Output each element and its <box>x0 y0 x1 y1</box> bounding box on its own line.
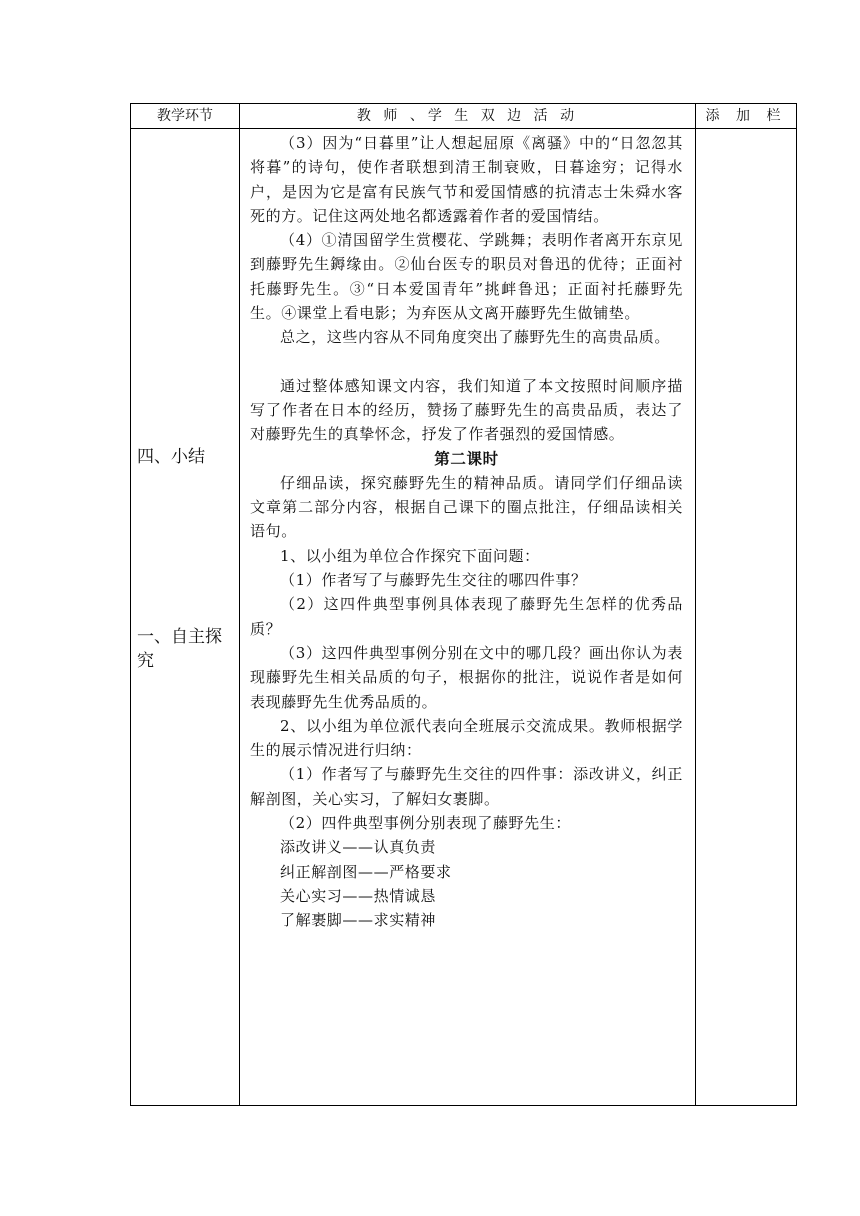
activity-cell <box>240 129 696 1106</box>
paragraph: 仔细品读，探究藤野先生的精神品质。请同学们仔细品读文章第二部分内容，根据自己课下的圈点批注，仔细品读相关语句。 <box>250 473 683 541</box>
paragraph: （4）①清国留学生赏樱花、学跳舞；表明作者离开东京见到藤野先生鎒缘由。②仙台医专的职员对鲁迅的优待；正面衬托藤野先生。③“日本爱国青年”挑衅鲁迅；正面衬托藤野先生。④课堂上看电影；为弃医从文离开藤野先生做铺垫。 <box>250 231 683 323</box>
paragraph: 总之，这些内容从不同角度突出了藤野先生的高贵品质。 <box>280 328 671 347</box>
paragraph: （3）这四件典型事例分别在文中的哪几段？画出你认为表现藤野先生相关品质的句子，根据你的批注，说说作者是如何表现藤野先生优秀品质的。 <box>250 643 683 711</box>
content-row <box>131 129 797 1106</box>
paragraph: 通过整体感知课文内容，我们知道了本文按照时间顺序描写了作者在日本的经历，赞扬了藤野先生的高贵品质，表达了对藤野先生的真挚怀念，抒发了作者强烈的爱国情感。 <box>250 376 683 444</box>
list-item: 关心实习——热情诚恳 <box>280 886 437 905</box>
stage-summary: 四、小结 <box>137 447 205 467</box>
lesson-plan-table <box>130 103 797 1106</box>
paragraph: （3）因为“日暮里”让人想起屈原《离骚》中的“日忽忽其将暮”的诗句，使作者联想到清王制衰败，日暮途穷；记得水户，是因为它是富有民族气节和爱国情感的抗清志士朱舜水客死的方。记住这两处地名都透露着作者的爱国情结。 <box>250 134 683 225</box>
header-stage: 教学环节 <box>131 104 240 129</box>
add-column-cell <box>696 129 797 1106</box>
paragraph: 1、以小组为单位合作探究下面问题： <box>280 546 540 565</box>
stage-cell <box>131 129 240 1106</box>
header-row <box>131 104 797 129</box>
paragraph: （2）四件典型事例分别表现了藤野先生： <box>280 814 571 833</box>
paragraph: （2）这四件典型事例具体表现了藤野先生怎样的优秀品质？ <box>250 595 683 638</box>
activity-content <box>250 131 683 933</box>
paragraph: （1）作者写了与藤野先生交往的四件事：添改讲义，纠正解剖图，关心实习，了解妇女裹脚。 <box>250 765 683 808</box>
list-item: 纠正解剖图——严格要求 <box>280 862 452 881</box>
lesson-title: 第二课时 <box>434 449 499 468</box>
paragraph: （1）作者写了与藤野先生交往的哪四件事？ <box>280 571 587 590</box>
header-add: 添 加 栏 <box>696 104 797 129</box>
list-item: 添改讲义——认真负责 <box>280 838 437 857</box>
stage-explore: 一、自主探究 <box>137 627 222 671</box>
header-activity: 教 师 、学 生 双 边 活 动 <box>240 104 696 129</box>
paragraph: 2、以小组为单位派代表向全班展示交流成果。教师根据学生的展示情况进行归纳： <box>250 716 683 760</box>
list-item: 了解裹脚——求实精神 <box>280 911 437 930</box>
